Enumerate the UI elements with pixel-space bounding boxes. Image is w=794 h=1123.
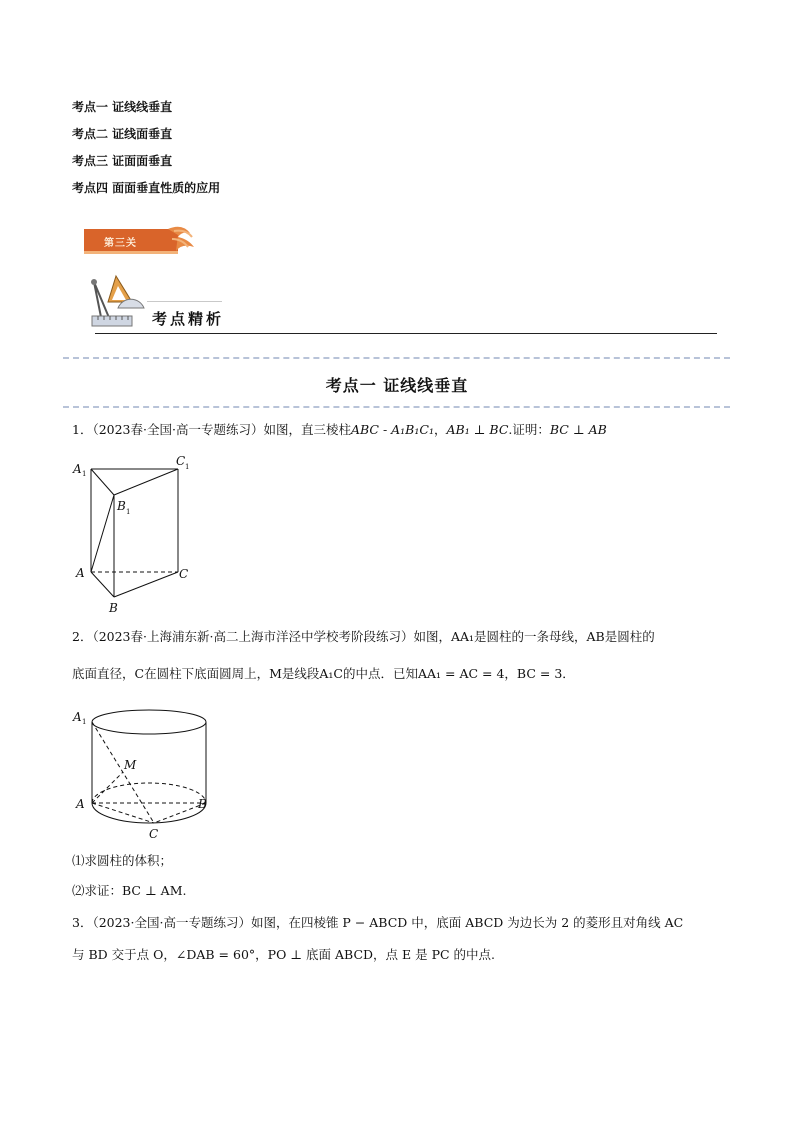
label-sub: 1 [185,463,190,471]
label-c: C [149,827,159,841]
label-sub: 1 [126,508,131,516]
label-b: B [109,601,118,615]
label-b1: B [117,499,126,513]
section-title: 考点一 证线线垂直 [325,376,469,395]
math-prism: ABC - A₁B₁C₁ [350,422,434,437]
problem-1-statement [72,420,607,440]
ruler-compass-icon [88,272,148,332]
toc-item[interactable]: 考点二 证线面垂直 [72,127,173,141]
problem-2-question-1: ⑴求圆柱的体积； [72,853,173,868]
problem-2-line-1: 2．（2023春·上海浦东新·高二上海市洋泾中学校考阶段练习）如图，AA₁是圆柱的一条母线，AB是圆柱的 [72,629,655,644]
label-a1: A [73,710,82,724]
label-c1: C [176,455,186,468]
toc-item[interactable]: 考点三 证面面垂直 [72,154,173,168]
label-sub: 1 [82,470,87,478]
math-condition: AB₁ ⊥ BC [446,422,509,437]
label-b: B [198,797,207,811]
problem-3-line-1: 3．（2023·全国·高一专题练习）如图，在四棱锥 P − ABCD 中，底面 ABCD 为边长为 2 的菱形且对角线 AC [72,915,684,930]
toc-item[interactable]: 考点四 面面垂直性质的应用 [72,181,221,195]
label-m: M [124,758,137,772]
problem-2-question-2: ⑵求证：BC ⊥ AM. [72,883,187,898]
badge-label: 第三关 [104,238,137,249]
math-goal: BC ⊥ AB [549,422,607,437]
section-heading-title: 考点精析 [152,310,225,328]
label-a: A [76,566,85,580]
problem-2-line-2: 底面直径，C在圆柱下底面圆周上，M是线段A₁C的中点．已知AA₁ = AC = 4，BC = 3． [72,666,575,681]
problem-text: ， [433,422,447,437]
label-sub: 1 [82,718,87,726]
cylinder-figure [70,705,220,845]
problem-text: .证明： [508,422,550,437]
problem-3-line-2: 与 BD 交于点 O，∠DAB = 60°，PO ⊥ 底面 ABCD，点 E 是 PC 的中点. [72,947,495,962]
label-c: C [179,567,189,581]
heading-underline [95,333,717,334]
heading-accent-line [147,301,222,302]
prism-figure [70,455,200,617]
toc-item[interactable]: 考点一 证线线垂直 [72,100,173,114]
problem-text: 1．（2023春·全国·高一专题练习）如图，直三棱柱 [72,422,351,437]
dashed-divider [63,406,730,408]
ribbon-badge [82,225,197,257]
label-a1: A [73,462,82,476]
dashed-divider [63,357,730,359]
label-a: A [76,797,85,811]
toc-list [72,94,220,202]
